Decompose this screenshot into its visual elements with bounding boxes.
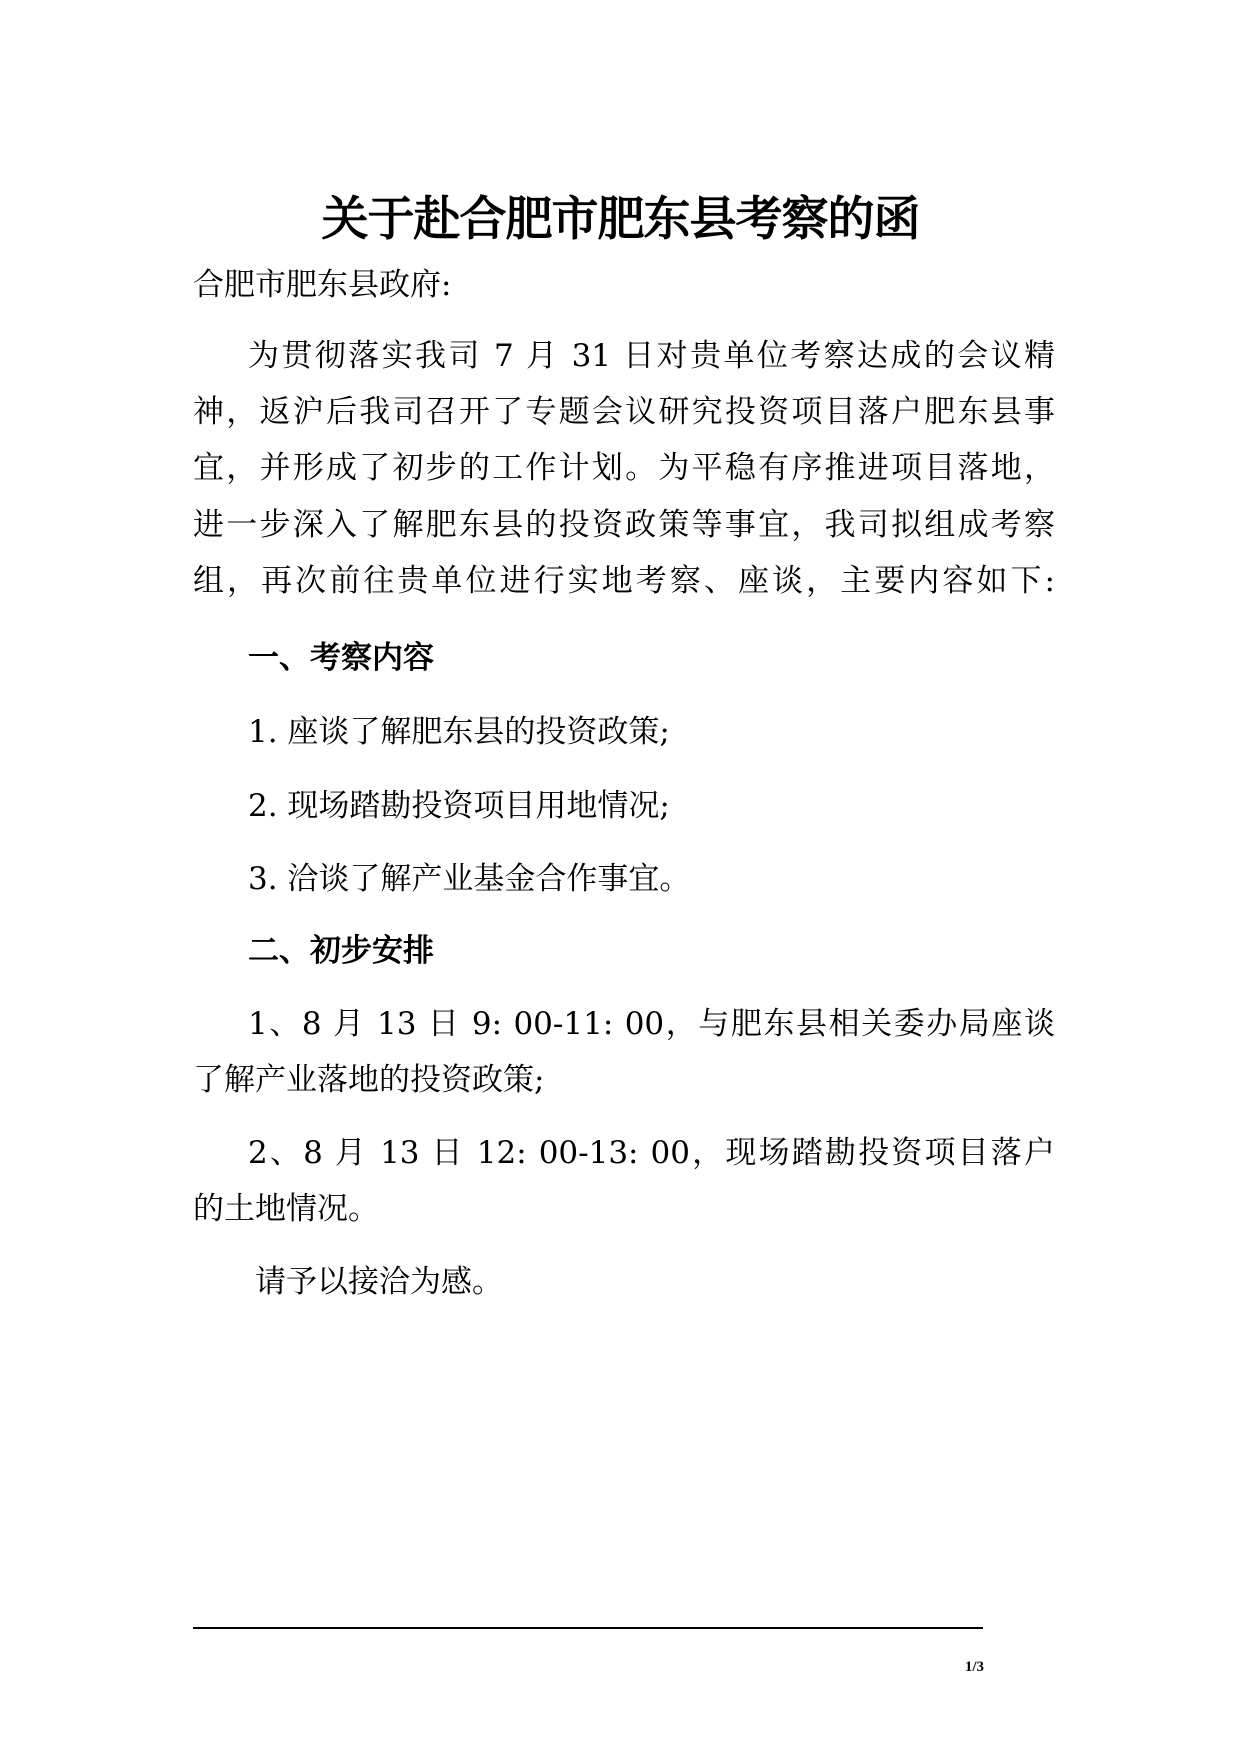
schedule-item-2-line-1: 2、8 月 13 日 12: 00-13: 00，现场踏勘投资项目落户: [248, 1135, 1055, 1171]
list-item: 1. 座谈了解肥东县的投资政策;: [248, 714, 670, 750]
intro-line-4: 进一步深入了解肥东县的投资政策等事宜，我司拟组成考察: [193, 507, 1055, 543]
intro-line-2: 神，返沪后我司召开了专题会议研究投资项目落户肥东县事: [193, 394, 1055, 430]
document-title: 关于赴合肥市肥东县考察的函: [321, 192, 920, 247]
schedule-item-2-line-2: 的土地情况。: [193, 1191, 379, 1227]
intro-line-1: 为贯彻落实我司 7 月 31 日对贵单位考察达成的会议精: [248, 338, 1055, 374]
salutation: 合肥市肥东县政府:: [193, 267, 452, 303]
section-heading-1: 一、考察内容: [248, 640, 434, 676]
intro-line-3: 宜，并形成了初步的工作计划。为平稳有序推进项目落地，: [193, 450, 1055, 486]
schedule-item-1-line-1: 1、8 月 13 日 9: 00-11: 00，与肥东县相关委办局座谈: [248, 1006, 1055, 1042]
section-heading-2: 二、初步安排: [248, 933, 434, 969]
schedule-item-1-line-2: 了解产业落地的投资政策;: [193, 1062, 545, 1098]
list-item: 3. 洽谈了解产业基金合作事宜。: [248, 861, 691, 897]
closing-line: 请予以接洽为感。: [255, 1264, 503, 1300]
page-number: 1/3: [964, 1659, 984, 1675]
footer-divider: [193, 1627, 983, 1629]
intro-line-5: 组，再次前往贵单位进行实地考察、座谈，主要内容如下:: [193, 563, 1055, 599]
list-item: 2. 现场踏勘投资项目用地情况;: [248, 788, 670, 824]
